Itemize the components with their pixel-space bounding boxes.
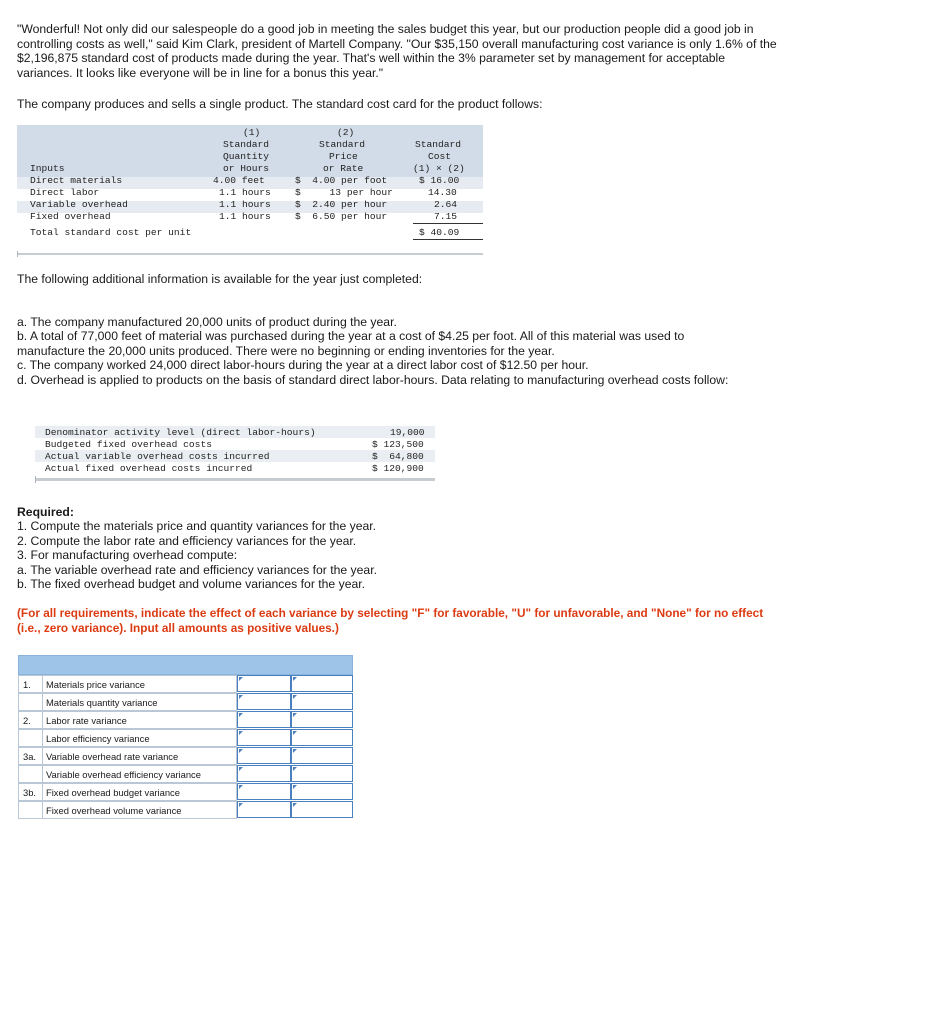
row-label: Labor efficiency variance [43,729,237,747]
row-variable-overhead-price: $ 2.40 per hour [295,199,388,210]
row-direct-labor-name: Direct labor [30,187,100,198]
col2-header-1: (2) [337,127,355,138]
table-row [18,693,353,711]
col2-header-4: or Rate [323,163,364,174]
materials-quantity-variance-amount-input[interactable] [237,693,291,710]
row-variable-overhead-cost: 2.64 [434,199,458,210]
variable-overhead-rate-variance-effect-select[interactable] [291,747,353,764]
table-row [18,747,353,765]
col1-header-2: Standard [223,139,270,150]
col3-header-2: Cost [428,151,452,162]
row-fixed-overhead-price: $ 6.50 per hour [295,211,388,222]
overhead-label-actual-variable: Actual variable overhead costs incurred [45,451,270,462]
overhead-scrollbar[interactable] [35,478,435,481]
row-number: 1. [18,675,43,693]
row-number: 3a. [18,747,43,765]
col1-header-1: (1) [243,127,261,138]
total-label: Total standard cost per unit [30,227,192,238]
row-number [18,729,43,747]
row-direct-labor-price: $ 13 per hour [295,187,393,198]
standard-cost-card [17,125,483,240]
overhead-label-denominator: Denominator activity level (direct labor-hours) [45,427,316,438]
overhead-label-budgeted-fixed: Budgeted fixed overhead costs [45,439,212,450]
subtotal-underline [413,223,483,224]
row-label: Variable overhead efficiency variance [43,765,237,783]
total-underline [413,239,483,240]
row-variable-overhead-qty: 1.1 hours [219,199,271,210]
row-number [18,693,43,711]
row-number: 2. [18,711,43,729]
variable-overhead-efficiency-variance-amount-input[interactable] [237,765,291,782]
required-item-1: 1. Compute the materials price and quantity variances for the year. [17,519,377,533]
row-number [18,801,43,819]
intro-paragraph: "Wonderful! Not only did our salespeople do a good job in meeting the sales budget this year, but our production people did a good job in controlling costs as well," said Kim Clark, president of Martell Company. "Our $35,150 overall manufacturing cost variance is only 1.6% of the $2,196,875 standard cost of products made during the year. That's well within the 3% parameter set by management for acceptable variances. It looks like everyone will be in line for a bonus this year." [17,22,777,80]
overhead-value-actual-variable: $ 64,800 [372,451,424,462]
row-label: Materials quantity variance [43,693,237,711]
materials-price-variance-effect-select[interactable] [291,675,353,692]
single-product-text: The company produces and sells a single product. The standard cost card for the product follows: [17,97,543,111]
row-fixed-overhead-qty: 1.1 hours [219,211,271,222]
info-item-c: c. The company worked 24,000 direct labor-hours during the year at a direct labor cost of $12.50 per hour. [17,358,589,372]
fixed-overhead-volume-variance-amount-input[interactable] [237,801,291,818]
additional-info-text: The following additional information is available for the year just completed: [17,272,423,286]
info-item-b: b. A total of 77,000 feet of material was purchased during the year at a cost of $4.25 per foot. All of this material was used to manufacture the 20,000 units produced. There were no beginning or ending inventories for the year. [17,329,685,358]
overhead-data-table [35,424,435,482]
col1-header-3: Quantity [223,151,270,162]
required-heading: Required: [17,505,74,519]
required-item-3b: b. The fixed overhead budget and volume variances for the year. [17,577,366,591]
row-label: Fixed overhead volume variance [43,801,237,819]
materials-price-variance-amount-input[interactable] [237,675,291,692]
table-row [18,801,353,819]
labor-rate-variance-amount-input[interactable] [237,711,291,728]
table-row [18,711,353,729]
variable-overhead-rate-variance-amount-input[interactable] [237,747,291,764]
row-direct-labor-qty: 1.1 hours [219,187,271,198]
row-fixed-overhead-name: Fixed overhead [30,211,111,222]
overhead-value-denominator: 19,000 [390,427,425,438]
row-direct-materials-price: $ 4.00 per foot [295,175,388,186]
row-direct-materials-cost: $ 16.00 [419,175,460,186]
col2-header-2: Standard [319,139,366,150]
col3-header-1: Standard [415,139,462,150]
instruction-text: (For all requirements, indicate the effect of each variance by selecting "F" for favorable, "U" for unfavorable, and "None" for no effect (i.e., zero variance). Input all amounts as positive values.) [17,606,764,635]
overhead-label-actual-fixed: Actual fixed overhead costs incurred [45,463,253,474]
answer-table-header [18,655,353,675]
col3-header-3: (1) × (2) [413,163,465,174]
row-number: 3b. [18,783,43,801]
labor-efficiency-variance-effect-select[interactable] [291,729,353,746]
card-scrollbar[interactable] [17,253,483,255]
overhead-value-budgeted-fixed: $ 123,500 [372,439,424,450]
fixed-overhead-budget-variance-amount-input[interactable] [237,783,291,800]
table-row [18,783,353,801]
table-row [18,675,353,693]
overhead-value-actual-fixed: $ 120,900 [372,463,424,474]
info-item-a: a. The company manufactured 20,000 units of product during the year. [17,315,397,329]
inputs-label: Inputs [30,163,65,174]
labor-efficiency-variance-amount-input[interactable] [237,729,291,746]
labor-rate-variance-effect-select[interactable] [291,711,353,728]
row-direct-materials-qty: 4.00 feet [213,175,265,186]
fixed-overhead-volume-variance-effect-select[interactable] [291,801,353,818]
row-fixed-overhead-cost: 7.15 [434,211,458,222]
row-direct-materials-name: Direct materials [30,175,123,186]
row-label: Labor rate variance [43,711,237,729]
required-item-3: 3. For manufacturing overhead compute: [17,548,238,562]
table-row [18,729,353,747]
info-item-d: d. Overhead is applied to products on the basis of standard direct labor-hours. Data relating to manufacturing overhead costs follow: [17,373,729,387]
row-label: Materials price variance [43,675,237,693]
row-label: Fixed overhead budget variance [43,783,237,801]
required-item-3a: a. The variable overhead rate and efficiency variances for the year. [17,563,377,577]
row-variable-overhead-name: Variable overhead [30,199,128,210]
row-direct-labor-cost: 14.30 [428,187,457,198]
table-row [18,765,353,783]
row-label: Variable overhead rate variance [43,747,237,765]
materials-quantity-variance-effect-select[interactable] [291,693,353,710]
fixed-overhead-budget-variance-effect-select[interactable] [291,783,353,800]
total-value: $ 40.09 [419,227,460,238]
row-number [18,765,43,783]
required-item-2: 2. Compute the labor rate and efficiency variances for the year. [17,534,357,548]
col2-header-3: Price [329,151,358,162]
variable-overhead-efficiency-variance-effect-select[interactable] [291,765,353,782]
col1-header-4: or Hours [223,163,270,174]
